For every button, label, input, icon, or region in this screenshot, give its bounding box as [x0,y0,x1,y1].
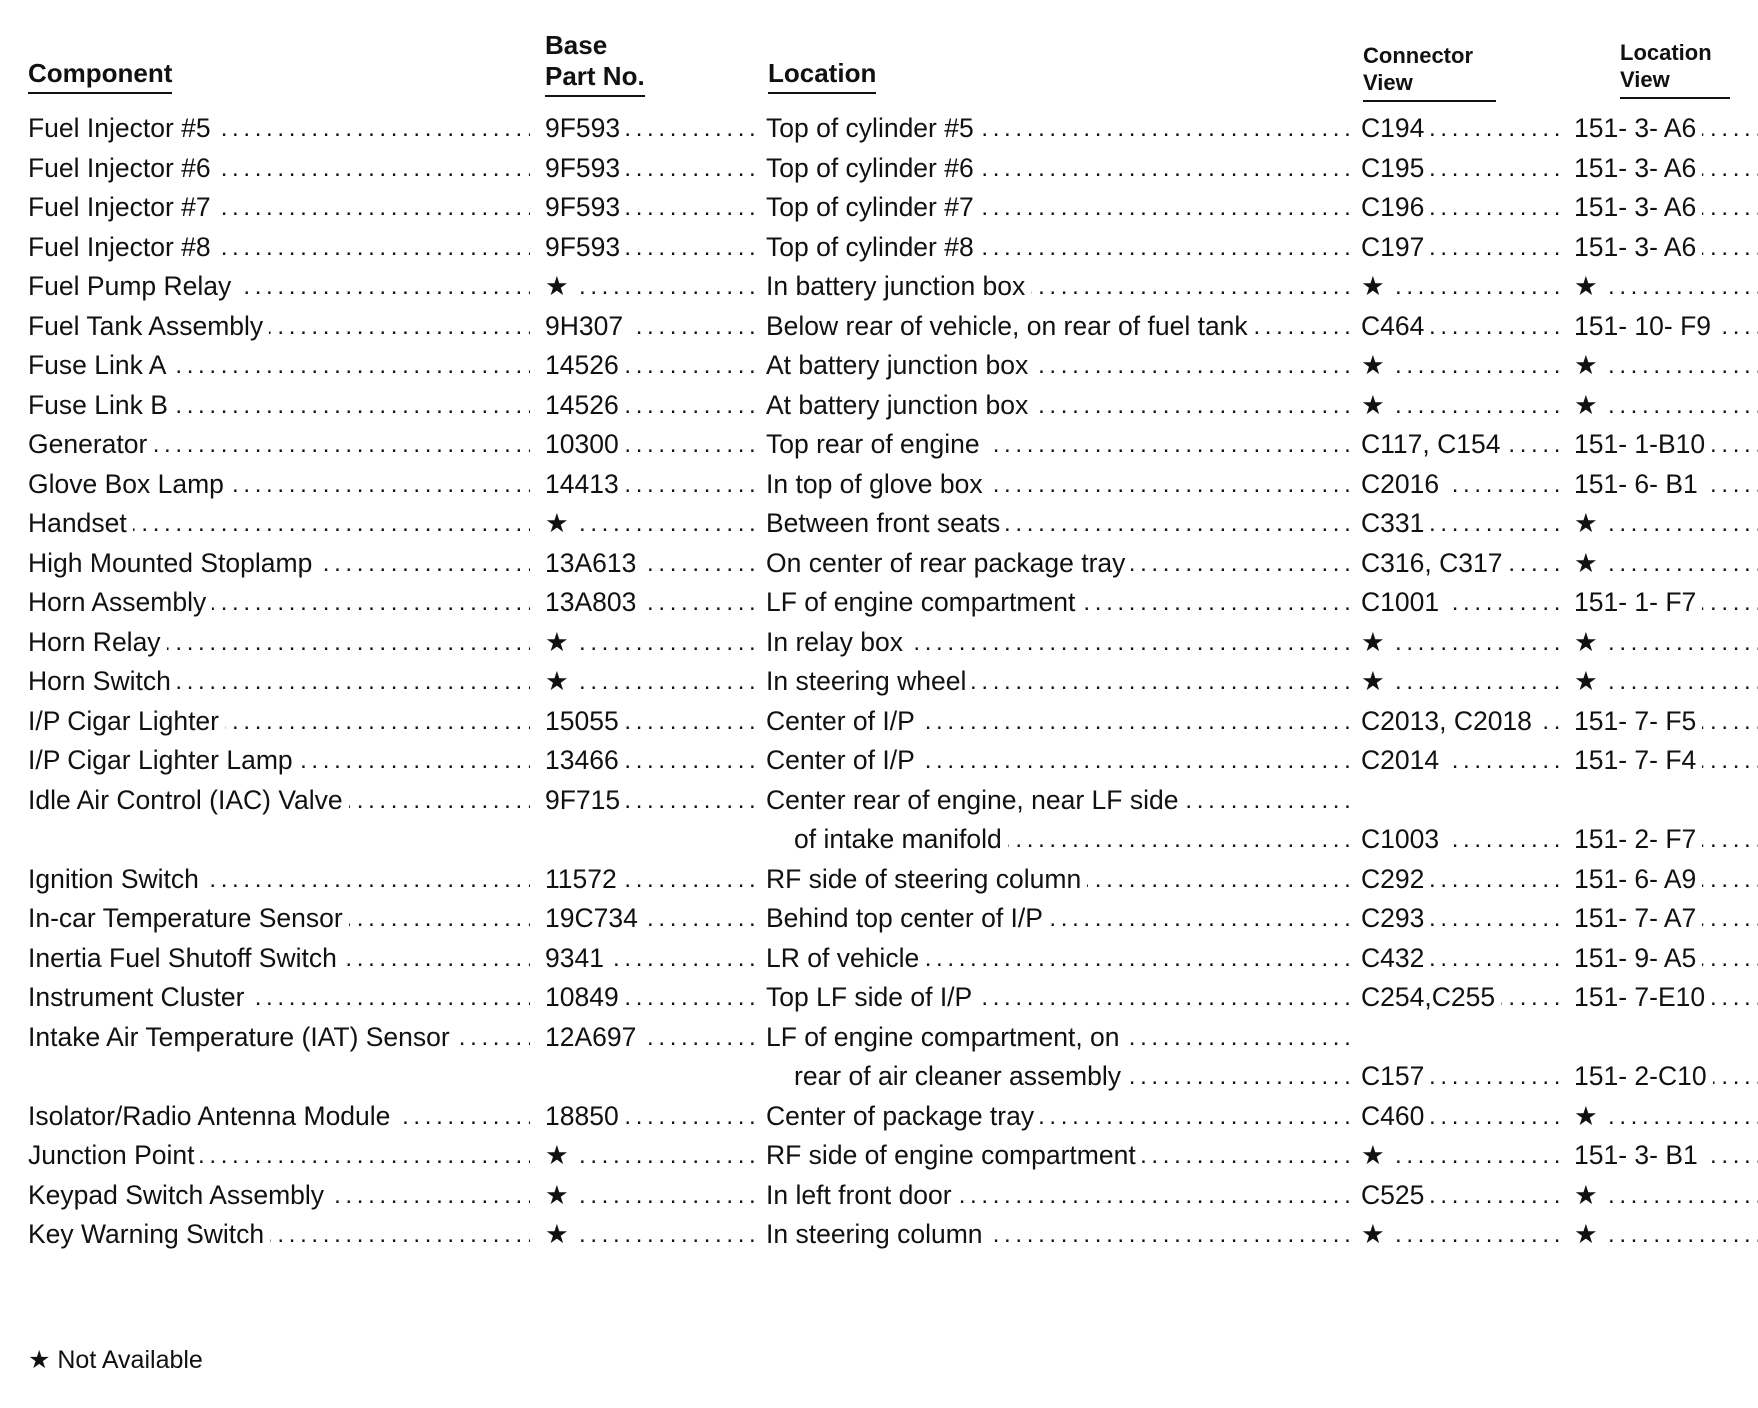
header-rule [1620,97,1730,99]
connector-view-cell: C464 . . . [1361,307,1567,347]
location-view-cell: ★ . . . [1574,1097,1758,1137]
component-cell: Keypad Switch Assembly . . . [28,1176,530,1216]
location-cell: Center rear of engine, near LF side . . . [766,781,1353,821]
part-number-cell: 10849 . . . [545,978,761,1018]
component-cell: Fuel Pump Relay . . . [28,267,530,307]
component-cell: Horn Relay . . . [28,623,530,663]
component-cell: Instrument Cluster . . . [28,978,530,1018]
part-number-cell: 13466 . . . [545,741,761,781]
table-row [0,149,1758,189]
connector-view-cell: C196 . . . [1361,188,1567,228]
part-number-cell: 14526 . . . [545,386,761,426]
part-number-cell: 10300 . . . [545,425,761,465]
table-row [0,544,1758,584]
part-number-cell: 14526 . . . [545,346,761,386]
part-number-cell: 11572 . . . [545,860,761,900]
connector-view-cell: C292 . . . [1361,860,1567,900]
connector-view-cell: ★ . . . [1361,1136,1567,1176]
part-number-cell: ★ . . . [545,267,761,307]
part-number-cell: 9F715 . . . [545,781,761,821]
table-row [0,1136,1758,1176]
connector-view-cell: ★ . . . [1361,662,1567,702]
table-row [0,188,1758,228]
location-cell: Top of cylinder #5 . . . [766,109,1353,149]
location-view-cell: 151- 7-E10 . . . [1574,978,1758,1018]
parts-table [0,109,1758,1255]
footnote: ★ Not Available [28,1346,203,1374]
location-view-cell: ★ . . . [1574,386,1758,426]
connector-view-cell: C331 . . . [1361,504,1567,544]
component-cell: Horn Switch . . . [28,662,530,702]
table-row [0,267,1758,307]
component-cell: Key Warning Switch . . . [28,1215,530,1255]
location-view-cell: 151- 3- A6 . . . [1574,228,1758,268]
location-cell: Top LF side of I/P . . . [766,978,1353,1018]
location-cell: In battery junction box . . . [766,267,1353,307]
table-row [0,1176,1758,1216]
component-cell: In-car Temperature Sensor . . . [28,899,530,939]
connector-view-cell: C254,C255 . . . [1361,978,1567,1018]
location-cell: On center of rear package tray . . . [766,544,1353,584]
location-cell: LR of vehicle . . . [766,939,1353,979]
part-number-cell: 9H307 . . . [545,307,761,347]
table-row [0,346,1758,386]
component-cell: Inertia Fuel Shutoff Switch . . . [28,939,530,979]
location-cell: Top of cylinder #8 . . . [766,228,1353,268]
location-view-cell: ★ . . . [1574,544,1758,584]
location-cell: rear of air cleaner assembly . . . [766,1057,1353,1097]
table-row [0,228,1758,268]
part-number-cell: 18850 . . . [545,1097,761,1137]
location-view-cell: ★ . . . [1574,1176,1758,1216]
header-base-part-no: Base Part No. [545,30,645,110]
connector-view-cell: ★ . . . [1361,346,1567,386]
part-number-cell [545,1057,761,1097]
header-rule [1363,100,1496,102]
component-cell: Horn Assembly . . . [28,583,530,623]
location-view-cell: 151- 9- A5 . . . [1574,939,1758,979]
component-cell: Handset . . . [28,504,530,544]
table-row [0,504,1758,544]
part-number-cell: ★ . . . [545,662,761,702]
location-view-cell: 151- 6- B1 . . . [1574,465,1758,505]
connector-view-cell [1361,781,1567,821]
component-cell [28,1057,530,1097]
part-number-cell: 9341 . . . [545,939,761,979]
table-row [0,386,1758,426]
location-view-cell: ★ . . . [1574,662,1758,702]
component-cell: Fuse Link A . . . [28,346,530,386]
connector-view-cell: C1003 . . . [1361,820,1567,860]
location-view-cell: 151- 1- F7 . . . [1574,583,1758,623]
component-cell: Generator . . . [28,425,530,465]
table-row [0,1097,1758,1137]
connector-view-cell: C432 . . . [1361,939,1567,979]
component-cell: Intake Air Temperature (IAT) Sensor . . . [28,1018,530,1058]
part-number-cell: 9F593 . . . [545,149,761,189]
part-number-cell: ★ . . . [545,504,761,544]
location-cell: At battery junction box . . . [766,346,1353,386]
component-cell: I/P Cigar Lighter Lamp . . . [28,741,530,781]
table-row [0,662,1758,702]
location-view-cell: 151- 7- F5 . . . [1574,702,1758,742]
location-cell: Center of I/P . . . [766,702,1353,742]
part-number-cell: ★ . . . [545,1215,761,1255]
component-cell: Fuel Injector #8 . . . [28,228,530,268]
location-cell: In left front door . . . [766,1176,1353,1216]
connector-view-cell: C316, C317 . . . [1361,544,1567,584]
location-view-cell: 151- 3- A6 . . . [1574,109,1758,149]
connector-view-cell: C1001 . . . [1361,583,1567,623]
part-number-cell: 15055 . . . [545,702,761,742]
location-view-cell: 151- 3- A6 . . . [1574,149,1758,189]
location-view-cell: 151- 7- F4 . . . [1574,741,1758,781]
part-number-cell [545,820,761,860]
connector-view-cell: C195 . . . [1361,149,1567,189]
location-cell: Center of package tray . . . [766,1097,1353,1137]
part-number-cell: 14413 . . . [545,465,761,505]
location-cell: LF of engine compartment . . . [766,583,1353,623]
part-number-cell: 19C734 . . . [545,899,761,939]
connector-view-cell: C293 . . . [1361,899,1567,939]
location-cell: At battery junction box . . . [766,386,1353,426]
table-row [0,307,1758,347]
table-row [0,860,1758,900]
header-component: Component [28,58,172,138]
table-row [0,425,1758,465]
location-cell: In relay box . . . [766,623,1353,663]
table-row [0,781,1758,821]
part-number-cell: 13A613 . . . [545,544,761,584]
location-cell: Top of cylinder #6 . . . [766,149,1353,189]
location-cell: In steering column . . . [766,1215,1353,1255]
connector-view-cell: ★ . . . [1361,1215,1567,1255]
component-cell [28,820,530,860]
connector-view-cell: ★ . . . [1361,267,1567,307]
component-cell: Fuse Link B . . . [28,386,530,426]
connector-view-cell: C2013, C2018 . . . [1361,702,1567,742]
location-cell: of intake manifold . . . [766,820,1353,860]
header-connector-view: Connector View [1363,42,1496,122]
part-number-cell: 9F593 . . . [545,109,761,149]
location-cell: RF side of engine compartment . . . [766,1136,1353,1176]
part-number-cell: 13A803 . . . [545,583,761,623]
connector-view-cell: C525 . . . [1361,1176,1567,1216]
connector-view-cell [1361,1018,1567,1058]
table-row [0,939,1758,979]
location-view-cell: ★ . . . [1574,623,1758,663]
location-view-cell: 151- 2-C10 . . . [1574,1057,1758,1097]
part-number-cell: 9F593 . . . [545,188,761,228]
table-row [0,899,1758,939]
component-cell: Idle Air Control (IAC) Valve . . . [28,781,530,821]
location-view-cell: ★ . . . [1574,1215,1758,1255]
table-row [0,623,1758,663]
location-view-cell: 151- 3- B1 . . . [1574,1136,1758,1176]
component-cell: I/P Cigar Lighter . . . [28,702,530,742]
table-row [0,1018,1758,1058]
location-view-cell [1574,781,1758,821]
table-row [0,1057,1758,1097]
component-cell: Fuel Injector #7 . . . [28,188,530,228]
header-location: Location [768,58,876,138]
location-cell: Top of cylinder #7 . . . [766,188,1353,228]
location-view-cell: 151- 10- F9 . . . [1574,307,1758,347]
component-cell: Fuel Injector #6 . . . [28,149,530,189]
part-number-cell: 9F593 . . . [545,228,761,268]
table-row [0,109,1758,149]
connector-view-cell: ★ . . . [1361,623,1567,663]
component-cell: Isolator/Radio Antenna Module . . . [28,1097,530,1137]
location-cell: In top of glove box . . . [766,465,1353,505]
location-view-cell: 151- 6- A9 . . . [1574,860,1758,900]
location-view-cell: ★ . . . [1574,267,1758,307]
location-view-cell: 151- 3- A6 . . . [1574,188,1758,228]
location-cell: RF side of steering column . . . [766,860,1353,900]
connector-view-cell: C460 . . . [1361,1097,1567,1137]
table-row [0,583,1758,623]
location-view-cell: 151- 1-B10 . . . [1574,425,1758,465]
connector-view-cell: C194 . . . [1361,109,1567,149]
component-cell: High Mounted Stoplamp . . . [28,544,530,584]
component-cell: Glove Box Lamp . . . [28,465,530,505]
location-view-cell: ★ . . . [1574,346,1758,386]
part-number-cell: ★ . . . [545,623,761,663]
location-view-cell [1574,1018,1758,1058]
table-row [0,741,1758,781]
location-view-cell: 151- 7- A7 . . . [1574,899,1758,939]
connector-view-cell: C117, C154 . . . [1361,425,1567,465]
location-view-cell: 151- 2- F7 . . . [1574,820,1758,860]
location-cell: LF of engine compartment, on . . . [766,1018,1353,1058]
table-row [0,1215,1758,1255]
table-row [0,820,1758,860]
connector-view-cell: ★ . . . [1361,386,1567,426]
component-cell: Fuel Injector #5 . . . [28,109,530,149]
component-cell: Junction Point . . . [28,1136,530,1176]
table-row [0,978,1758,1018]
location-view-cell: ★ . . . [1574,504,1758,544]
part-number-cell: ★ . . . [545,1136,761,1176]
connector-view-cell: C2016 . . . [1361,465,1567,505]
table-row [0,465,1758,505]
location-cell: In steering wheel . . . [766,662,1353,702]
part-number-cell: ★ . . . [545,1176,761,1216]
part-number-cell: 12A697 . . . [545,1018,761,1058]
connector-view-cell: C157 . . . [1361,1057,1567,1097]
location-cell: Below rear of vehicle, on rear of fuel tank . . . [766,307,1353,347]
location-cell: Top rear of engine . . . [766,425,1353,465]
component-cell: Ignition Switch . . . [28,860,530,900]
connector-view-cell: C2014 . . . [1361,741,1567,781]
connector-view-cell: C197 . . . [1361,228,1567,268]
table-row [0,702,1758,742]
component-cell: Fuel Tank Assembly . . . [28,307,530,347]
location-cell: Between front seats . . . [766,504,1353,544]
location-cell: Behind top center of I/P . . . [766,899,1353,939]
header-location-view: Location View [1620,39,1730,119]
location-cell: Center of I/P . . . [766,741,1353,781]
